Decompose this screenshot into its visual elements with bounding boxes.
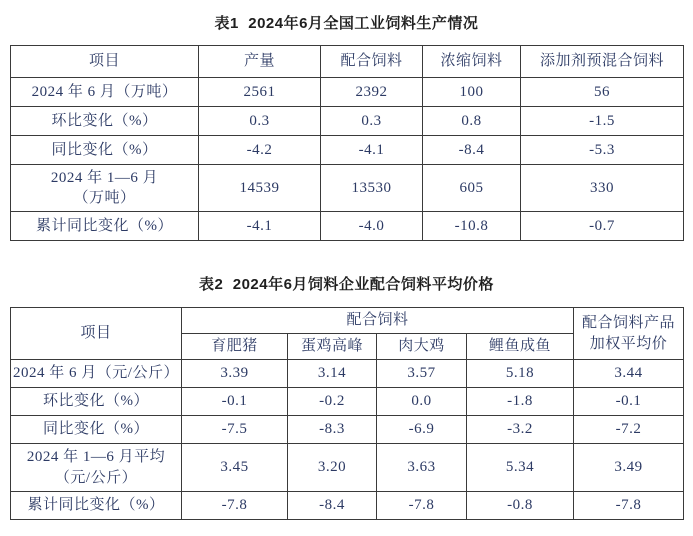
row-label: 累计同比变化（%） xyxy=(11,492,182,520)
table-row xyxy=(11,416,684,444)
column-subheader: 育肥猪 xyxy=(182,334,288,360)
row-label: 2024 年 6 月（万吨） xyxy=(11,78,199,107)
table-cell: 3.57 xyxy=(377,360,467,388)
row-label: 2024 年 1—6 月平均 （元/公斤） xyxy=(11,444,182,492)
table-cell: 56 xyxy=(521,78,684,107)
table2-feed-prices xyxy=(10,307,684,520)
table2-title: 表2 2024年6月饲料企业配合饲料平均价格 xyxy=(199,276,494,293)
column-header: 添加剂预混合饲料 xyxy=(521,46,684,78)
table-cell: 0.3 xyxy=(321,107,423,136)
table-cell: -7.8 xyxy=(182,492,288,520)
table-cell: -3.2 xyxy=(467,416,574,444)
table-cell: -0.7 xyxy=(521,212,684,241)
row-label: 2024 年 6 月（元/公斤） xyxy=(11,360,182,388)
column-subheader: 蛋鸡高峰 xyxy=(288,334,377,360)
table-row xyxy=(11,444,684,492)
table-cell: 330 xyxy=(521,165,684,212)
table-cell: -0.2 xyxy=(288,388,377,416)
table-cell: -4.2 xyxy=(199,136,321,165)
table-cell: -7.2 xyxy=(574,416,684,444)
column-subheader: 鲤鱼成鱼 xyxy=(467,334,574,360)
table-cell: 0.3 xyxy=(199,107,321,136)
column-header: 配合饲料 xyxy=(321,46,423,78)
row-label: 累计同比变化（%） xyxy=(11,212,199,241)
table-cell: 0.0 xyxy=(377,388,467,416)
table-cell: -0.1 xyxy=(182,388,288,416)
table-cell: -1.5 xyxy=(521,107,684,136)
table-cell: 5.18 xyxy=(467,360,574,388)
table-row xyxy=(11,360,684,388)
table-cell: 5.34 xyxy=(467,444,574,492)
table-cell: 14539 xyxy=(199,165,321,212)
table-cell: 100 xyxy=(423,78,521,107)
table-cell: 3.39 xyxy=(182,360,288,388)
table-cell: -1.8 xyxy=(467,388,574,416)
column-header-group: 配合饲料 xyxy=(182,308,574,334)
table-cell: -7.8 xyxy=(574,492,684,520)
table-cell: 13530 xyxy=(321,165,423,212)
row-label: 同比变化（%） xyxy=(11,136,199,165)
table1-feed-production xyxy=(10,45,684,241)
table1-title: 表1 2024年6月全国工业饲料生产情况 xyxy=(214,15,479,32)
column-header: 产量 xyxy=(199,46,321,78)
table-cell: -5.3 xyxy=(521,136,684,165)
table-row xyxy=(11,492,684,520)
table-cell: -0.8 xyxy=(467,492,574,520)
table-cell: 3.49 xyxy=(574,444,684,492)
column-header: 项目 xyxy=(11,46,199,78)
table-cell: -7.5 xyxy=(182,416,288,444)
table-row xyxy=(11,212,684,241)
table-cell: 605 xyxy=(423,165,521,212)
table-row xyxy=(11,136,684,165)
table-cell: 3.63 xyxy=(377,444,467,492)
table-cell: -4.0 xyxy=(321,212,423,241)
table-cell: 3.20 xyxy=(288,444,377,492)
table-cell: -0.1 xyxy=(574,388,684,416)
table-cell: -6.9 xyxy=(377,416,467,444)
column-header: 浓缩饲料 xyxy=(423,46,521,78)
table-cell: 2392 xyxy=(321,78,423,107)
table1-header-row xyxy=(11,46,684,78)
table-cell: 3.44 xyxy=(574,360,684,388)
table-cell: -8.4 xyxy=(288,492,377,520)
row-label: 同比变化（%） xyxy=(11,416,182,444)
table-cell: 2561 xyxy=(199,78,321,107)
table-row xyxy=(11,165,684,212)
table-row xyxy=(11,78,684,107)
table-cell: 3.14 xyxy=(288,360,377,388)
table-cell: -7.8 xyxy=(377,492,467,520)
table-cell: -8.3 xyxy=(288,416,377,444)
table-cell: -10.8 xyxy=(423,212,521,241)
table-cell: -4.1 xyxy=(199,212,321,241)
table-cell: 0.8 xyxy=(423,107,521,136)
column-subheader: 肉大鸡 xyxy=(377,334,467,360)
table2-header-row-top xyxy=(11,308,684,334)
table-cell: -8.4 xyxy=(423,136,521,165)
row-label: 环比变化（%） xyxy=(11,107,199,136)
table-row xyxy=(11,388,684,416)
column-header-weighted: 配合饲料产品 加权平均价 xyxy=(574,308,684,360)
table-cell: -4.1 xyxy=(321,136,423,165)
column-header-item: 项目 xyxy=(11,308,182,360)
row-label: 2024 年 1—6 月 （万吨） xyxy=(11,165,199,212)
table-cell: 3.45 xyxy=(182,444,288,492)
row-label: 环比变化（%） xyxy=(11,388,182,416)
table-row xyxy=(11,107,684,136)
